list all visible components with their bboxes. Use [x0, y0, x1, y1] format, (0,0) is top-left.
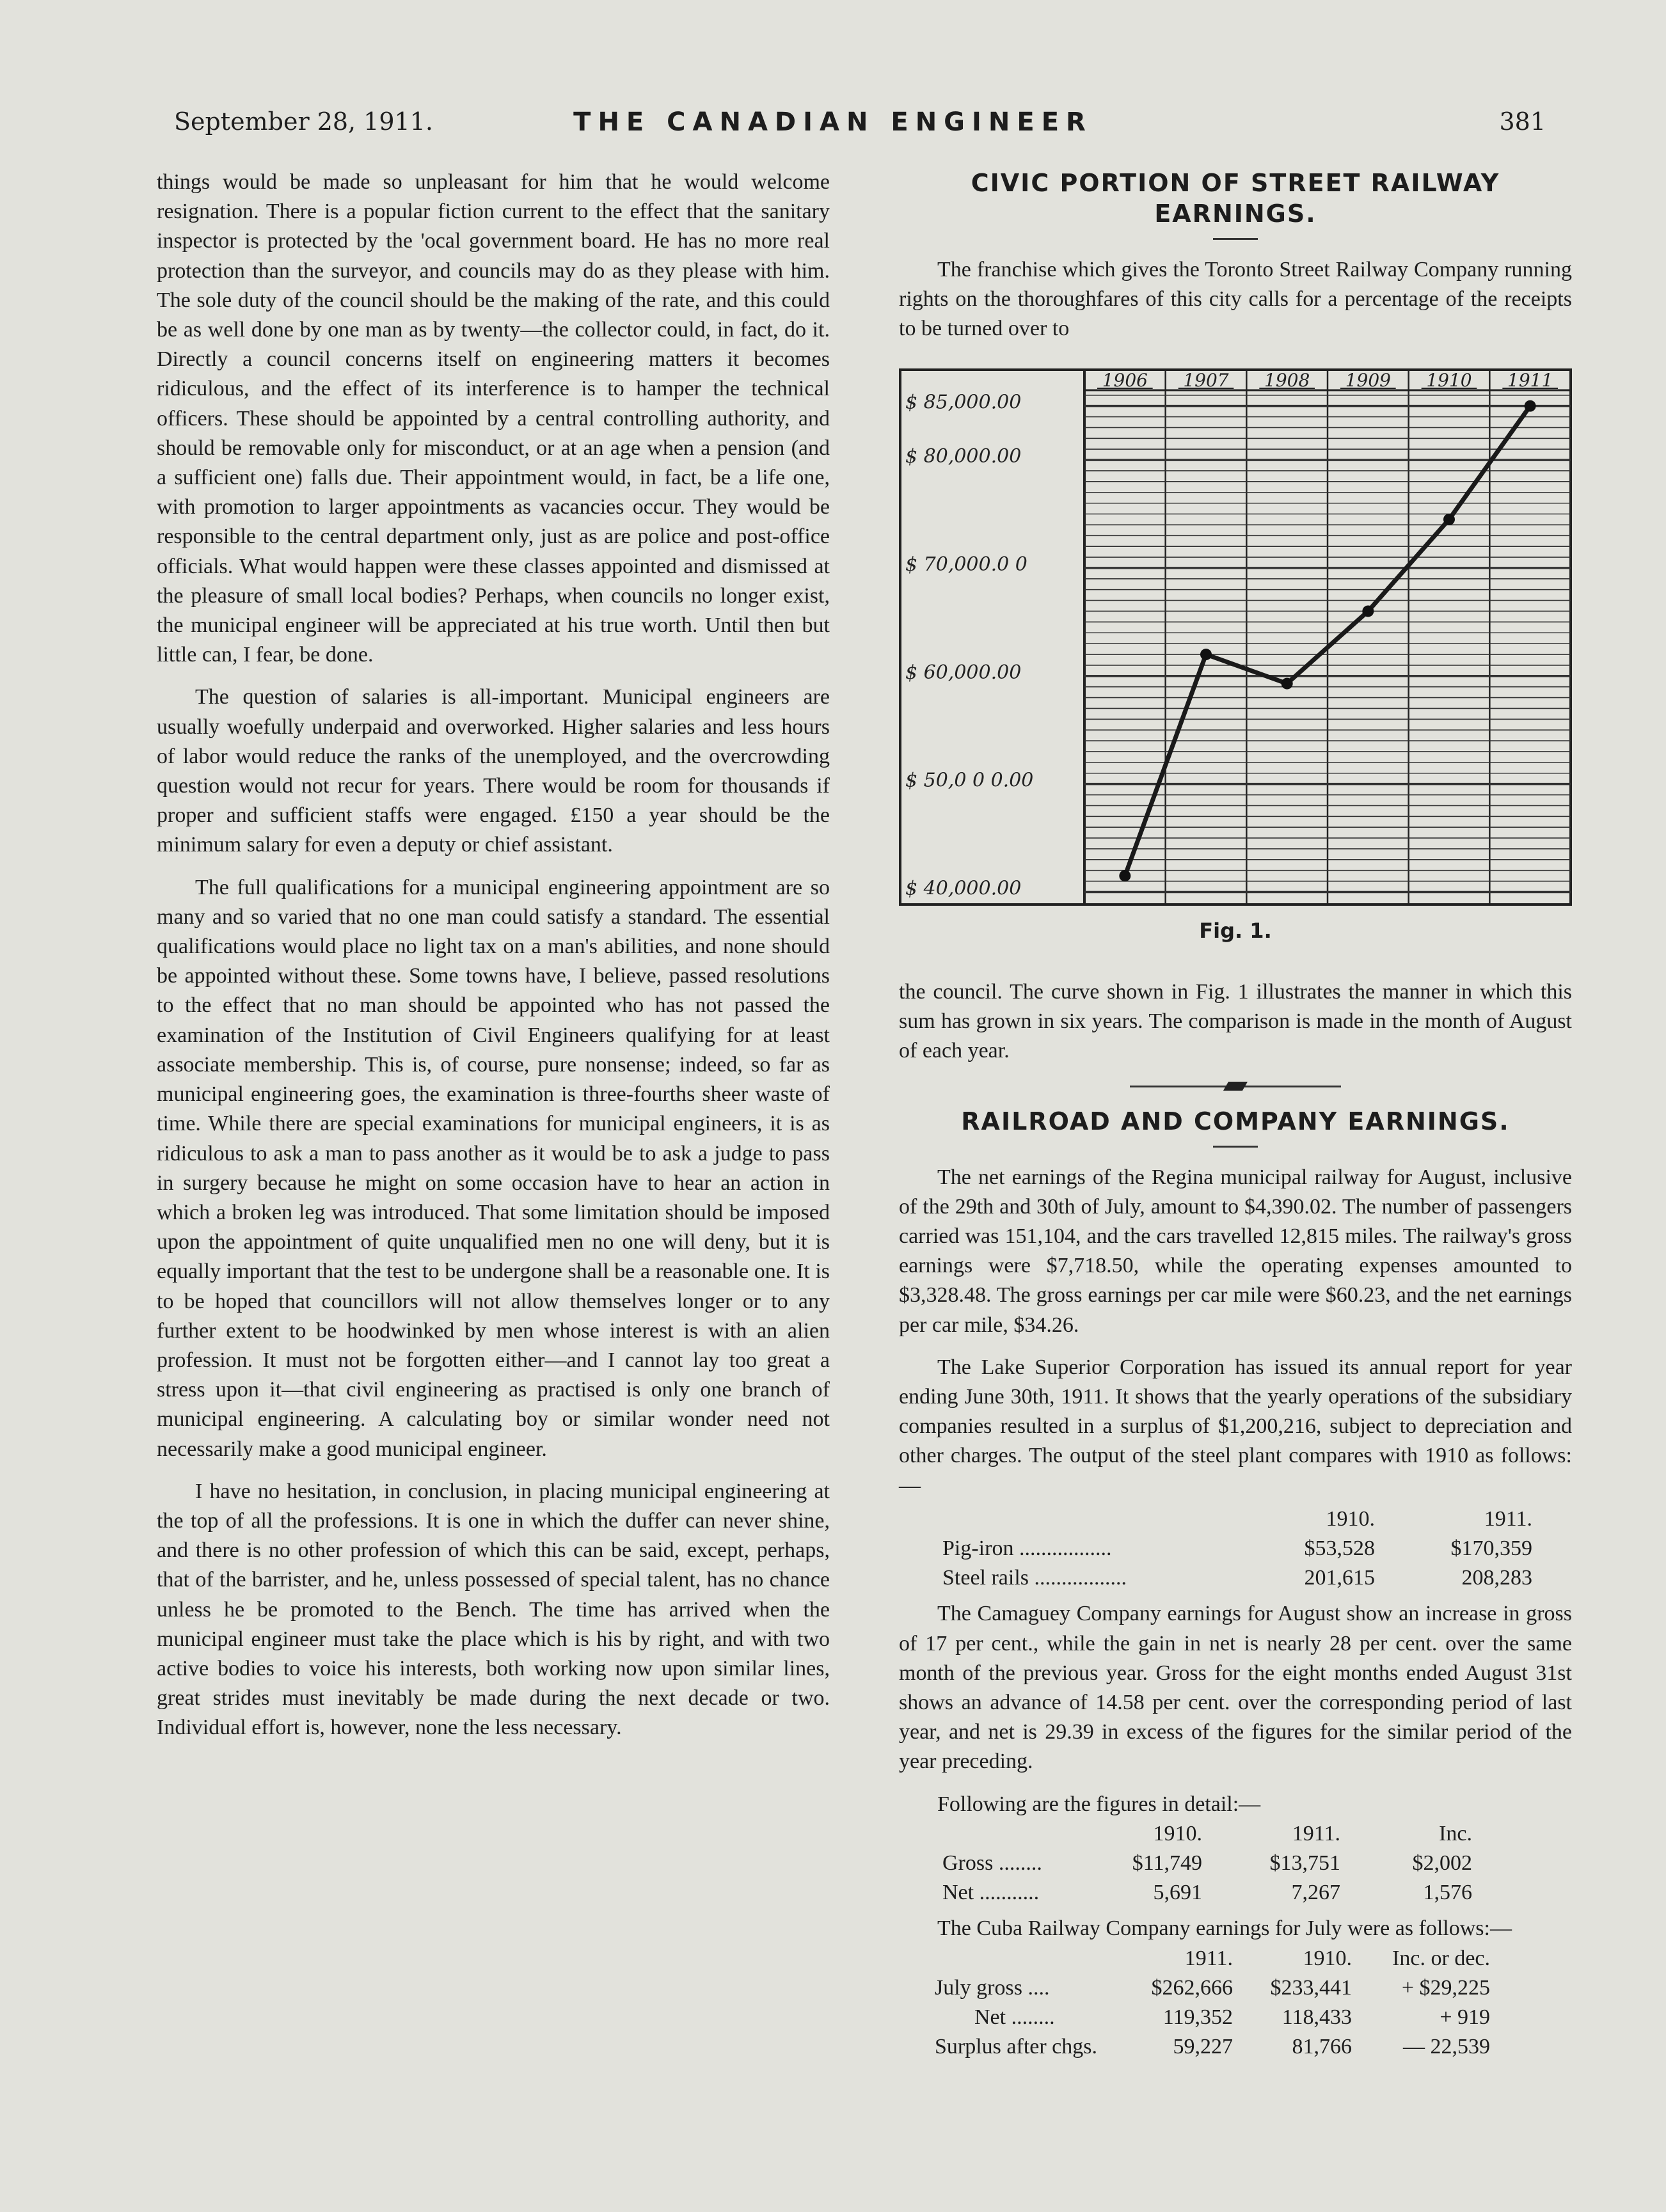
data-point [1281, 678, 1293, 690]
x-tick-label: 1910 [1426, 370, 1472, 391]
paragraph: The full qualifications for a municipal engineering appointment are so many and so varied that no one man could satisfy a standard. The essential qualifications would place no light tax on a man's abilities, and none should be appointed without these. Some towns have, I believe, passed resolutions to the effect that no man should be appointed who has not passed the examination of the Institution of Civil Engineers qualifying for at least associate membership. This is, of course, pure nonsense; indeed, so far as municipal engineering goes, the examination is three-fourths sheer waste of time. While there are special examinations for municipal engineers, it is as ridiculous to ask a man to pass another as it would be to ask a judge to pass in surgery because he might on some occasion have to hear an action in which a broken leg was introduced. That some limitation should be imposed upon the appointment of quite unqualified men no one will deny, but it is equally important that the test to be undergone shall be a reasonable one. It is to be hoped that councillors will not allow themselves longer or to any further extent to be hoodwinked by men whose interest is with an alien profession. It must not be forgotten either—and I cannot lay too great a stress upon it—that civil engineering as practised is only one branch of municipal engineering. A calculating boy or similar wonder need not necessarily make a good municipal engineer. [157, 875, 830, 1461]
y-tick-label: $ 80,000.00 [905, 445, 1022, 468]
table-cell: 81,766 [1292, 2035, 1352, 2059]
table-header [930, 1944, 1132, 1973]
issue-date: September 28, 1911. [174, 107, 433, 136]
journal-title: THE CANADIAN ENGINEER [573, 107, 1093, 137]
table-cell: $262,666 [1151, 1975, 1233, 2000]
table-row [937, 1563, 1537, 1593]
y-tick-label: $ 50,0 0 0.00 [905, 769, 1034, 792]
table-cell: 5,691 [1153, 1881, 1202, 1905]
x-tick-label: 1911 [1507, 370, 1553, 391]
table-cell: 1,576 [1423, 1881, 1472, 1905]
table-cell: Steel rails ................. [942, 1566, 1127, 1590]
civic-article-continued [899, 916, 1572, 945]
paragraph: The Camaguey Company earnings for August show an increase in gross of 17 per cent., while the gain in net is nearly 28 per cent. over the same month of the previous year. Gross for the eight months ended August 31st shows an advance of 14.58 per cent. over the corresponding period of last year, and net is 29.39 in excess of the figures for the similar period of the year preceding. [899, 1602, 1572, 1774]
camaguey-table [937, 1819, 1477, 1908]
figure-caption: Fig. 1. [1199, 919, 1272, 943]
table-cell: Net ........ [974, 2005, 1055, 2030]
table-cell: Surplus after chgs. [935, 2035, 1098, 2059]
x-tick-label: 1907 [1183, 370, 1229, 391]
table-row [930, 2003, 1495, 2032]
table-header-row [930, 1944, 1495, 1973]
table-header: 1911. [1484, 1506, 1532, 1531]
y-tick-label: $ 70,000.0 0 [905, 553, 1027, 576]
table-cell: $13,751 [1269, 1851, 1340, 1876]
y-tick-label: $ 85,000.00 [905, 391, 1022, 414]
page-number: 381 [1499, 107, 1546, 136]
table-row [937, 1849, 1477, 1878]
y-tick-labels [905, 391, 1033, 900]
table-row [930, 2032, 1495, 2062]
left-column [157, 168, 830, 1756]
article-heading: RAILROAD AND COMPANY EARNINGS. [961, 1107, 1510, 1135]
paragraph: The question of salaries is all-important. Municipal engineers are usually woefully underpaid and overworked. Higher salaries and less hours of labor would reduce the ranks of the unemployed, and the overcrowding question would not recur for years. There would be room for thousands if proper and sufficient staffs were engaged. £150 a year should be the minimum salary for even a deputy or chief assistant. [157, 685, 830, 857]
section-ornament [1130, 1082, 1341, 1091]
data-point [1200, 649, 1212, 660]
table-header [937, 1505, 1267, 1534]
data-point [1443, 514, 1455, 525]
table-cell: + $29,225 [1401, 1975, 1490, 2000]
data-point [1525, 400, 1536, 412]
paragraph: The Cuba Railway Company earnings for July were as follows:— [937, 1916, 1512, 1941]
table-row [937, 1878, 1477, 1908]
steel-output-table [937, 1505, 1537, 1593]
table-cell: $2,002 [1412, 1851, 1472, 1876]
civic-article [899, 168, 1572, 357]
paragraph: The net earnings of the Regina municipal railway for August, inclusive of the 29th and 30th of July, amount to $4,390.02. The number of passengers carried was 151,104, and the cars travelled 12,815 miles. The railway's gross earnings were $7,718.50, while the operating expenses amounted to $3,328.48. The gross earnings per car mile were $60.23, and the net earnings per car mile, $34.26. [899, 1165, 1572, 1337]
table-header-row [937, 1819, 1477, 1849]
table-header: 1910. [1303, 1946, 1352, 1970]
table-header: 1911. [1292, 1821, 1340, 1845]
table-cell: 201,615 [1304, 1566, 1375, 1590]
x-tick-label: 1909 [1345, 370, 1391, 391]
table-row [930, 1973, 1495, 2003]
paragraph: the council. The curve shown in Fig. 1 illustrates the manner in which this sum has grown in six years. The comparison is made in the month of August of each year. [899, 980, 1572, 1063]
table-header: 1910. [1326, 1506, 1375, 1531]
y-tick-label: $ 60,000.00 [905, 661, 1022, 684]
paragraph: Following are the figures in detail:— [937, 1792, 1261, 1816]
table-cell: + 919 [1440, 2005, 1490, 2030]
table-cell: 7,267 [1291, 1881, 1340, 1905]
table-header [937, 1819, 1101, 1849]
x-tick-label: 1908 [1264, 370, 1310, 391]
table-header: Inc. or dec. [1392, 1946, 1490, 1970]
cuba-railway-table [930, 1944, 1495, 2062]
article-heading: CIVIC PORTION OF STREET RAILWAY EARNINGS. [971, 169, 1500, 228]
table-cell: $11,749 [1132, 1851, 1202, 1876]
table-cell: Gross ........ [942, 1851, 1042, 1876]
earnings-line-chart [899, 368, 1572, 909]
data-point [1119, 870, 1130, 881]
table-cell: Pig-iron ................. [942, 1537, 1112, 1561]
paragraph: I have no hesitation, in conclusion, in placing municipal engineering at the top of all the professions. It is one in which the duffer can never shine, and there is no other profession of which this can be said, except, perhaps, that of the barrister, and he, unless possessed of special talent, has no chance unless he be promoted to the Bench. The time has arrived when the municipal engineer must take the place which is his by right, and with two active bodies to voice his interests, both working now upon similar lines, great strides must inevitably be made during the next decade or two. Individual effort is, however, none the less necessary. [157, 1479, 830, 1740]
table-cell: $53,528 [1304, 1537, 1375, 1561]
y-tick-label: $ 40,000.00 [905, 877, 1022, 900]
table-cell: $170,359 [1450, 1537, 1532, 1561]
table-header: Inc. [1439, 1821, 1472, 1845]
table-cell: July gross .... [935, 1975, 1050, 2000]
table-cell: 118,433 [1281, 2005, 1352, 2030]
civic-article-end [899, 977, 1572, 2062]
table-cell: — 22,539 [1403, 2035, 1490, 2059]
table-cell: 59,227 [1173, 2035, 1233, 2059]
table-cell: 119,352 [1162, 2005, 1233, 2030]
paragraph: The franchise which gives the Toronto Street Railway Company running rights on the thoroughfares of this city calls for a percentage of the receipts to be turned over to [899, 258, 1572, 341]
table-row [937, 1534, 1537, 1563]
table-cell: Net ........... [942, 1881, 1040, 1905]
table-header-row [937, 1505, 1537, 1534]
paragraph: The Lake Superior Corporation has issued its annual report for year ending June 30th, 1911. It shows that the yearly operations of the subsidiary companies resulted in a surplus of $1,200,216, subject to depreciation and other charges. The output of the steel plant compares with 1910 as follows:— [899, 1355, 1572, 1497]
data-point [1362, 605, 1374, 617]
table-cell: 208,283 [1461, 1566, 1532, 1590]
heading-rule [1213, 1146, 1258, 1148]
x-tick-label: 1906 [1102, 370, 1148, 391]
heading-rule [1213, 238, 1258, 240]
table-header: 1911. [1184, 1946, 1233, 1970]
table-header: 1910. [1153, 1821, 1202, 1845]
paragraph: things would be made so unpleasant for him that he would welcome resignation. There is a popular fiction current to the effect that the sanitary inspector is protected by the 'ocal government board. He has no more real protection than the surveyor, and councils may do as they please with him. The sole duty of the council should be the making of the rate, and this could be as well done by one man as by twenty—the collector could, in fact, do it. Directly a council concerns itself on engineering matters it becomes ridiculous, and the effect of its interference is to hamper the technical officers. These should be appointed by a central controlling authority, and should be removable only for misconduct, or at an age when a pension (and a sufficient one) falls due. Their appointment would, in fact, be a life one, with promotion to larger appointments as vacancies occur. They would be responsible to the central department only, just as are police and post-office officials. What would happen were these classes appointed and dismissed at the pleasure of small local bodies? Perhaps, when councils no longer exist, the municipal engineer will be appreciated at his true worth. Until then but little can, I fear, be done. [157, 170, 830, 667]
table-cell: $233,441 [1270, 1975, 1352, 2000]
